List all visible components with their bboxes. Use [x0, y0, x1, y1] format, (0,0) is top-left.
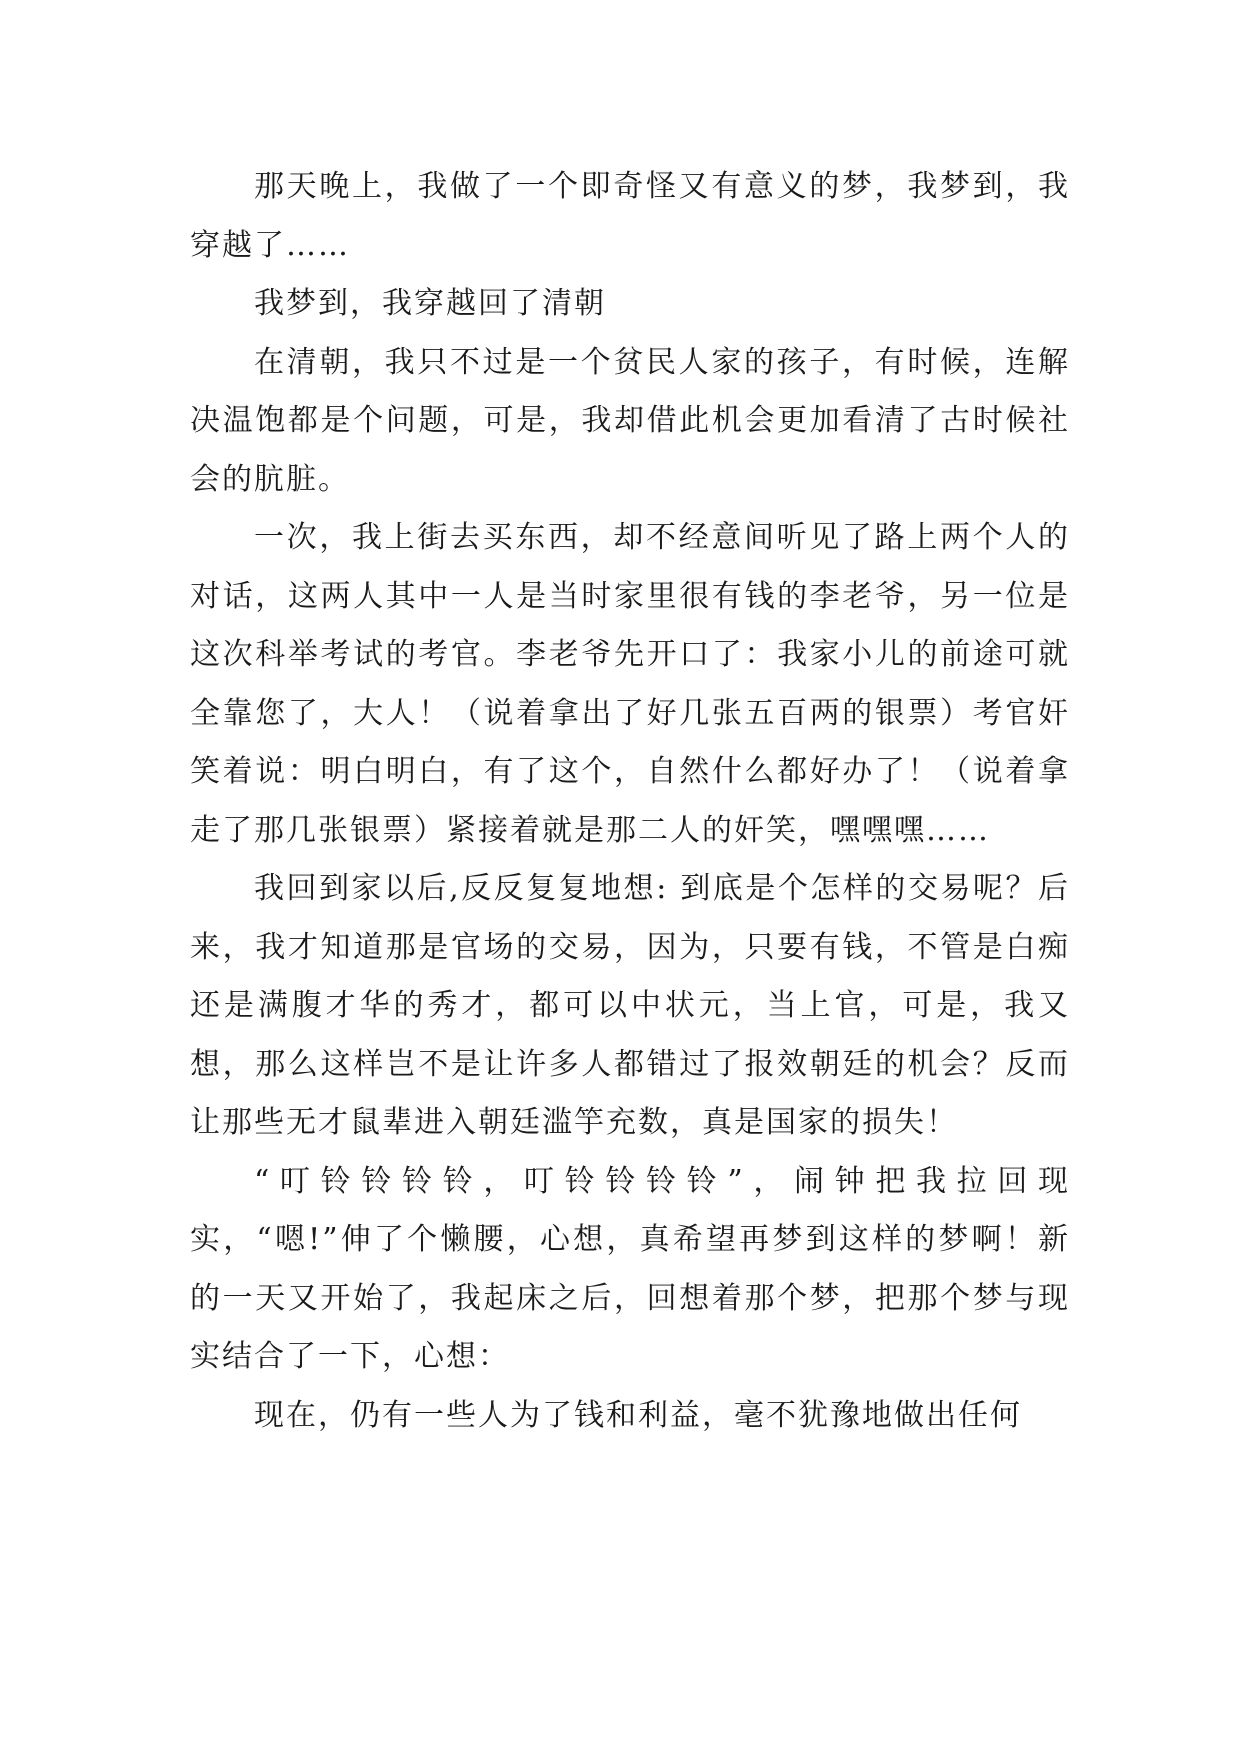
paragraph-4: 一次，我上街去买东西，却不经意间听见了路上两个人的对话，这两人其中一人是当时家里很有钱的李老爷，另一位是这次科举考试的考官。李老爷先开口了：我家小儿的前途可就全靠您了，大人！（说着拿出了好几张五百两的银票）考官奸笑着说：明白明白，有了这个，自然什么都好办了！（说着拿走了那几张银票）紧接着就是那二人的奸笑，嘿嘿嘿……: [190, 520, 1070, 848]
document-body: [190, 158, 1070, 1445]
paragraph-3: 在清朝，我只不过是一个贫民人家的孩子，有时候，连解决温饱都是个问题，可是，我却借此机会更加看清了古时候社会的肮脏。: [190, 344, 1070, 497]
paragraph-6: “叮铃铃铃铃，叮铃铃铃铃”，闹钟把我拉回现实，“嗯!”伸了个懒腰，心想，真希望再梦到这样的梦啊！新的一天又开始了，我起床之后，回想着那个梦，把那个梦与现实结合了一下，心想：: [190, 1163, 1070, 1374]
paragraph-7: 现在，仍有一些人为了钱和利益，毫不犹豫地做出任何: [254, 1397, 1022, 1433]
paragraph-2: 我梦到，我穿越回了清朝: [254, 286, 606, 321]
paragraph-5: 我回到家以后,反反复复地想: 到底是个怎样的交易呢？后来，我才知道那是官场的交易，因为，只要有钱，不管是白痴还是满腹才华的秀才，都可以中状元，当上官，可是，我又想，那么这样岂不是让许多人都错过了报效朝廷的机会？反而让那些无才鼠辈进入朝廷滥竽充数，真是国家的损失！: [190, 871, 1070, 1140]
paragraph-1: 那天晚上，我做了一个即奇怪又有意义的梦，我梦到，我穿越了……: [190, 169, 1070, 263]
